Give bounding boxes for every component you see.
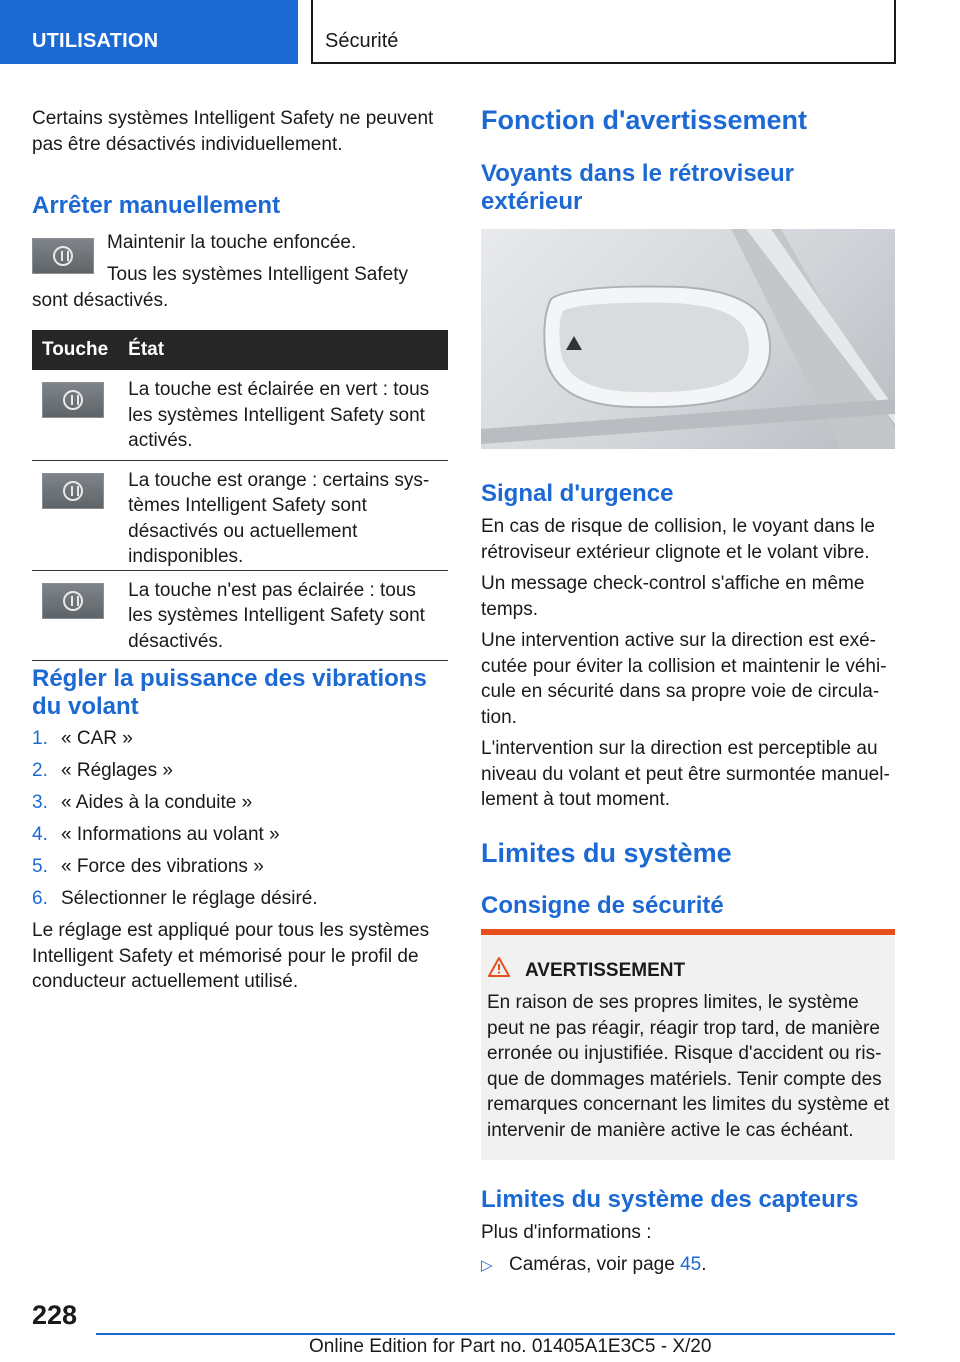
more-info-text: Plus d'informations : — [481, 1222, 652, 1243]
vibration-note: Le réglage est appliqué pour tous les systèmes Intelligent Safety et mémorisé pour le profil de conducteur actuellement utilisé. — [32, 920, 430, 992]
chapter-label: Sécurité — [325, 30, 399, 52]
signal-paragraph-3: Une intervention active sur la direction est exécutée pour éviter la collision et maintenir le véhicule en sécurité dans sa propre voie de circulation. — [481, 630, 887, 728]
table-row — [32, 370, 448, 460]
vibration-heading: Régler la puissance des vibrations du volant — [32, 665, 427, 720]
table-row — [32, 570, 448, 660]
footer-divider — [96, 1333, 895, 1335]
section-tab — [0, 0, 298, 64]
sensor-limits-heading: Limites du système des capteurs — [481, 1186, 859, 1213]
section-label: UTILISATION — [32, 30, 159, 52]
list-item: 5. « Force des vibrations » — [32, 856, 264, 877]
safety-button-off-icon — [42, 583, 104, 619]
list-item: 3. « Aides à la conduite » — [32, 792, 253, 813]
bullet-marker: ▷ — [481, 1257, 493, 1274]
list-item: 6. Sélectionner le réglage désiré. — [32, 888, 318, 909]
table-cell-state: La touche n'est pas éclairée : tous les systèmes Intelligent Safety sont désactivés. — [118, 570, 448, 660]
manual-off-line2: Tous les systèmes Intelligent Safety sont désactivés. — [32, 264, 408, 311]
safety-button-orange-icon — [42, 473, 104, 509]
table-row — [32, 460, 448, 570]
safety-instruction-heading: Consigne de sécurité — [481, 892, 724, 919]
mirror-lights-heading: Voyants dans le rétroviseur extérieur — [481, 160, 795, 215]
side-mirror-image — [481, 229, 895, 449]
signal-paragraph-4: L'intervention sur la direction est perceptible au niveau du volant et peut être surmontée manuellement à tout moment. — [481, 738, 890, 810]
warning-title: AVERTISSEMENT — [525, 960, 686, 981]
vibration-steps — [32, 723, 448, 915]
intro-paragraph: Certains systèmes Intelligent Safety ne peuvent pas être désactivés individuellement. — [32, 108, 434, 155]
table-header-key: Touche — [32, 330, 118, 370]
emergency-signal-heading: Signal d'urgence — [481, 480, 674, 507]
page-45-link[interactable]: 45 — [680, 1254, 702, 1275]
list-item: 1. « CAR » — [32, 728, 133, 749]
list-item: 4. « Informations au volant » — [32, 824, 280, 845]
warning-box — [481, 929, 895, 1160]
manual-off-heading: Arrêter manuellement — [32, 192, 281, 219]
safety-button-green-icon — [42, 382, 104, 418]
button-status-table — [32, 330, 448, 661]
manual-off-line1: Maintenir la touche enfoncée. — [107, 232, 357, 253]
table-header-state: État — [118, 330, 448, 370]
signal-paragraph-1: En cas de risque de collision, le voyant dans le rétroviseur extérieur clignote et le volant vibre. — [481, 516, 875, 563]
footer-edition: Online Edition for Part no. 01405A1E3C5 - X/20 — [309, 1336, 712, 1357]
warning-text: En raison de ses propres limites, le système peut ne pas réagir, réagir trop tard, de manière erronée ou injustifiée. Risque d'accident ou risque de dommages matériels. Tenir compte des remarques concernant les limites du système et intervenir de manière active le cas échéant. — [487, 992, 890, 1141]
table-cell-state: La touche est orange : certains systèmes Intelligent Safety sont désactivés ou actuellement indisponibles. — [118, 460, 448, 570]
table-cell-state: La touche est éclairée en vert : tous les systèmes Intelligent Safety sont activés. — [118, 370, 448, 460]
warning-triangle-icon — [487, 956, 511, 978]
warning-function-heading: Fonction d'avertissement — [481, 105, 807, 135]
signal-paragraph-2: Un message check-control s'affiche en même temps. — [481, 573, 865, 620]
list-item: 2. « Réglages » — [32, 760, 173, 781]
system-limits-heading: Limites du système — [481, 838, 732, 868]
camera-bullet: ▷ Caméras, voir page 45. — [481, 1252, 895, 1279]
mirror-illustration-icon — [481, 229, 895, 449]
bullet-text: Caméras, voir page — [509, 1254, 681, 1275]
page-number: 228 — [32, 1300, 78, 1330]
chapter-tab — [311, 0, 896, 64]
